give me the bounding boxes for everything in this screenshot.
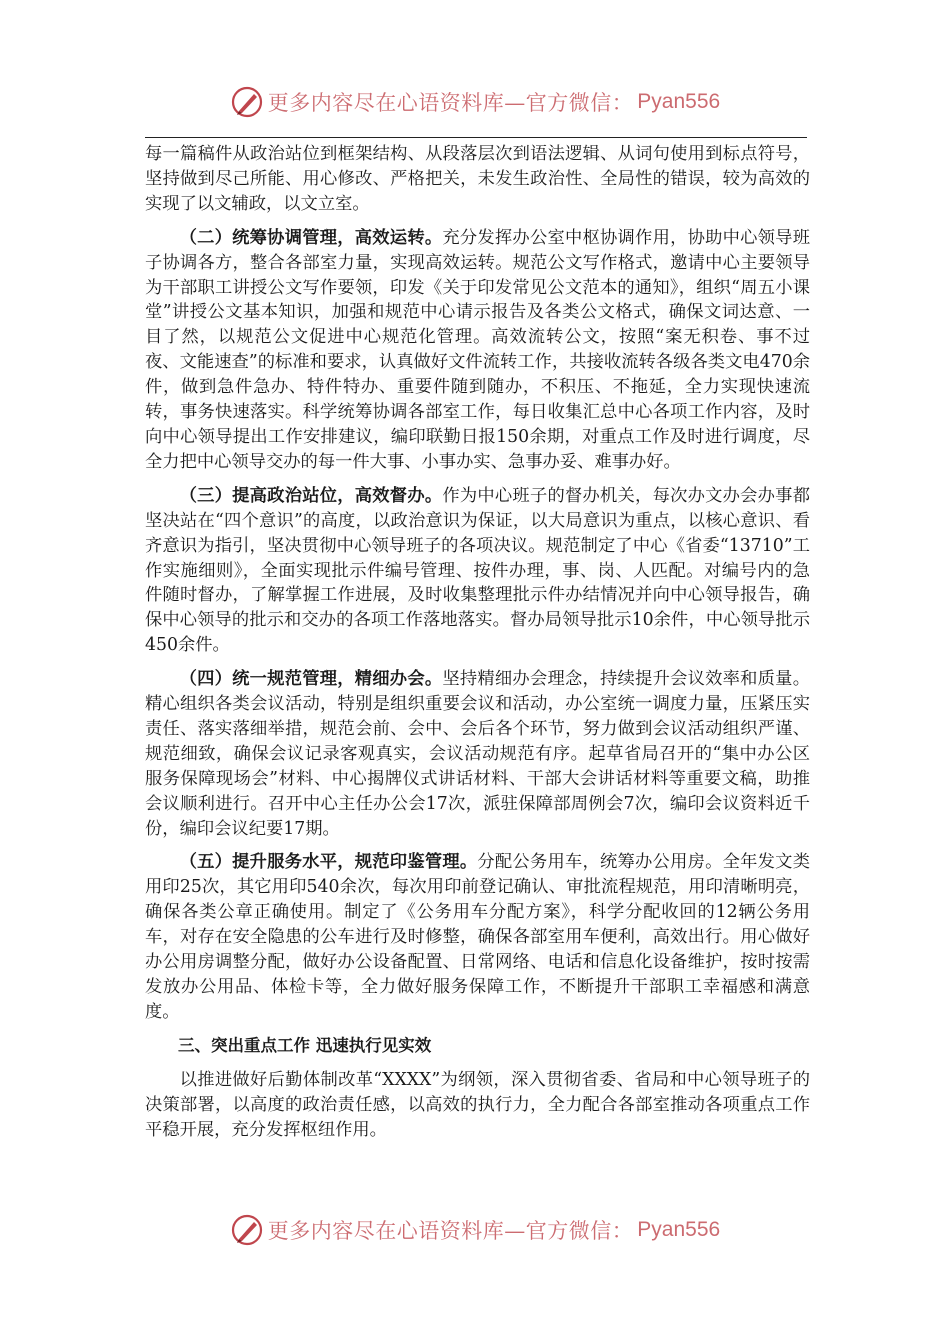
section-3-text: 作为中心班子的督办机关，每次办文办会办事都坚决站在“四个意识”的高度，以政治意识为保证，以大局意识为重点，以核心意识、看齐意识为指引，坚决贯彻中心领导班子的各项决议。规范制定了中心《省委“13710”工作实施细则》，全面实现批示件编号管理、按件办理，事、岗、人匹配。对编号内的急件随时督办，了解掌握工作进展，及时收集整理批示件办结情况并向中心领导报告，确保中心领导的批示和交办的各项工作落地落实。督办局领导批示10余件，中心领导批示450余件。 — [145, 485, 810, 656]
pen-logo-icon — [230, 1213, 264, 1247]
section-2-heading: （二）统筹协调管理，高效运转。 — [179, 227, 443, 248]
section-4-heading: （四）统一规范管理，精细办会。 — [179, 669, 443, 690]
paragraph-section-5 — [145, 850, 810, 1024]
paragraph-section-2 — [145, 226, 810, 475]
footer-watermark — [0, 1210, 950, 1250]
section-2-text: 充分发挥办公室中枢协调作用，协助中心领导班子协调各方，整合各部室力量，实现高效运转。规范公文写作格式，邀请中心主要领导为干部职工讲授公文写作要领，印发《关于印发常见公文范本的通知》，组织“周五小课堂”讲授公文基本知识，加强和规范中心请示报告及各类公文格式，确保文词达意、一目了然，以规范公文促进中心规范化管理。高效流转公文，按照“案无积卷、事不过夜、文能速查”的标准和要求，认真做好文件流转工作，共接收流转各级各类文电470余件，做到急件急办、特件特办、重要件随到随办，不积压、不拖延，全力实现快速流转，事务快速落实。科学统筹协调各部室工作，每日收集汇总中心各项工作内容，及时向中心领导提出工作安排建议，编印联勤日报150余期，对重点工作及时进行调度，尽全力把中心领导交办的每一件大事、小事办实、急事办妥、难事办好。 — [145, 227, 810, 472]
header-rule — [145, 137, 807, 138]
watermark-text: 更多内容尽在心语资料库—官方微信： — [267, 1219, 634, 1243]
paragraph-continuation: 每一篇稿件从政治站位到框架结构、从段落层次到语法逻辑、从词句使用到标点符号，坚持做到尽己所能、用心修改、严格把关，未发生政治性、全局性的错误，较为高效的实现了以文辅政，以文立室。 — [145, 144, 810, 214]
section-3-heading: （三）提高政治站位，高效督办。 — [179, 485, 443, 506]
chapter-heading: 三、突出重点工作 迅速执行见实效 — [178, 1035, 432, 1055]
pen-logo-icon — [230, 85, 264, 119]
watermark-id: Pyan556 — [637, 1218, 721, 1241]
watermark-id: Pyan556 — [637, 90, 721, 113]
document-body — [145, 142, 810, 1151]
paragraph-chapter-intro: 以推进做好后勤体制改革“XXXX”为纲领，深入贯彻省委、省局和中心领导班子的决策部署，以高度的政治责任感，以高效的执行力，全力配合各部室推动各项重点工作平稳开展，充分发挥枢纽作用。 — [145, 1069, 810, 1140]
section-4-text: 坚持精细办会理念，持续提升会议效率和质量。精心组织各类会议活动，特别是组织重要会议和活动，办公室统一调度力量，压紧压实责任、落实落细举措，规范会前、会中、会后各个环节，努力做到会议活动组织严谨、规范细致，确保会议记录客观真实，会议活动规范有序。起草省局召开的“集中办公区服务保障现场会”材料、中心揭牌仪式讲话材料、干部大会讲话材料等重要文稿，助推会议顺利进行。召开中心主任办公会17次，派驻保障部周例会7次，编印会议资料近千份，编印会议纪要17期。 — [145, 669, 810, 839]
header-watermark — [0, 82, 950, 122]
paragraph-section-3 — [145, 484, 810, 658]
section-5-heading: （五）提升服务水平，规范印鉴管理。 — [179, 852, 478, 873]
watermark-text: 更多内容尽在心语资料库—官方微信： — [267, 91, 634, 115]
paragraph-section-4 — [145, 667, 810, 841]
section-5-text: 分配公务用车，统筹办公用房。全年发文类用印25次，其它用印540余次，每次用印前登记确认、审批流程规范，用印清晰明亮，确保各类公章正确使用。制定了《公务用车分配方案》，科学分配收回的12辆公务用车，对存在安全隐患的公车进行及时修整，确保各部室用车便利，高效出行。用心做好办公用房调整分配，做好办公设备配置、日常网络、电话和信息化设备维护，按时按需发放办公用品、体检卡等，全力做好服务保障工作，不断提升干部职工幸福感和满意度。 — [145, 852, 810, 1022]
